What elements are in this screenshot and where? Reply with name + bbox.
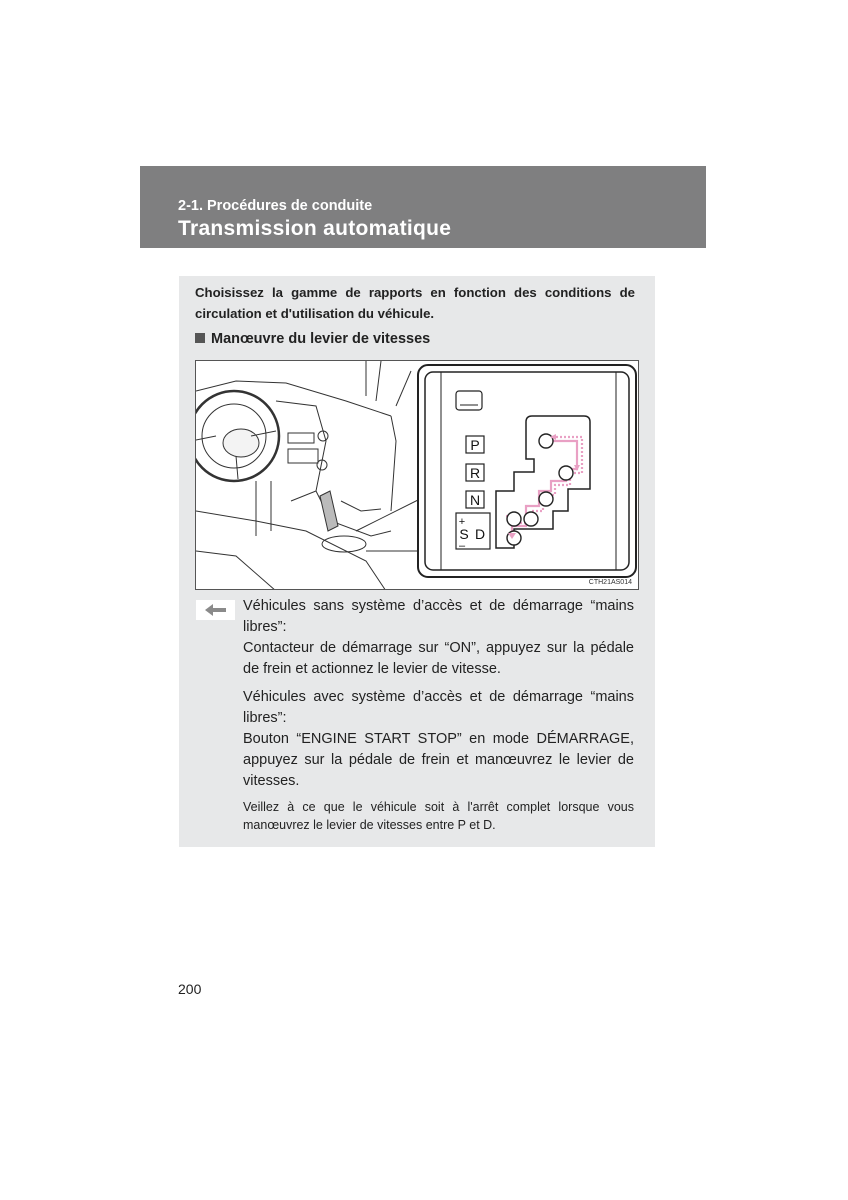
section-label: 2-1. Procédures de conduite — [178, 198, 373, 214]
figure-code: CTH21AS014 — [588, 579, 632, 586]
paragraph-2 — [243, 687, 634, 792]
gear-minus-label: – — [458, 540, 466, 552]
paragraph-2-heading: Véhicules avec système d’accès et de démarrage “mains libres”: — [243, 689, 634, 726]
gear-plus-label: + — [458, 516, 466, 528]
intro-text: Choisissez la gamme de rapports en fonction des conditions de circulation et d'utilisation du véhicule. — [195, 285, 635, 321]
paragraph-2-body: Bouton “ENGINE START STOP” en mode DÉMARRAGE, appuyez sur la pédale de frein et manœuvrez le levier de vitesses. — [243, 731, 634, 789]
page-number: 200 — [178, 981, 202, 997]
caution-note: Veillez à ce que le véhicule soit à l'arrêt complet lorsque vous manœuvrez le levier de vitesses entre P et D. — [243, 800, 634, 832]
square-bullet-icon — [195, 333, 205, 343]
paragraph-1-heading: Véhicules sans système d’accès et de démarrage “mains libres”: — [243, 598, 634, 635]
illustration-svg — [196, 361, 639, 590]
gear-n-label: N — [469, 492, 481, 508]
subheading-label: Manœuvre du levier de vitesses — [211, 331, 431, 347]
gear-s-label: S — [459, 526, 469, 542]
gear-d-label: D — [474, 526, 486, 542]
gear-r-label: R — [469, 465, 481, 481]
gate-panel — [418, 365, 636, 577]
chapter-header — [140, 166, 706, 248]
arrow-tab — [196, 600, 235, 620]
subheading — [195, 331, 430, 347]
paragraph-1-body: Contacteur de démarrage sur “ON”, appuyez sur la pédale de frein et actionnez le levier de vitesse. — [243, 640, 634, 677]
paragraph-1 — [243, 596, 634, 680]
gear-p-label: P — [470, 437, 480, 453]
content-box — [179, 276, 655, 847]
page-title: Transmission automatique — [178, 217, 452, 240]
dashboard-drawing — [196, 361, 411, 590]
shift-lever-illustration — [195, 360, 639, 590]
left-arrow-icon — [196, 600, 235, 620]
